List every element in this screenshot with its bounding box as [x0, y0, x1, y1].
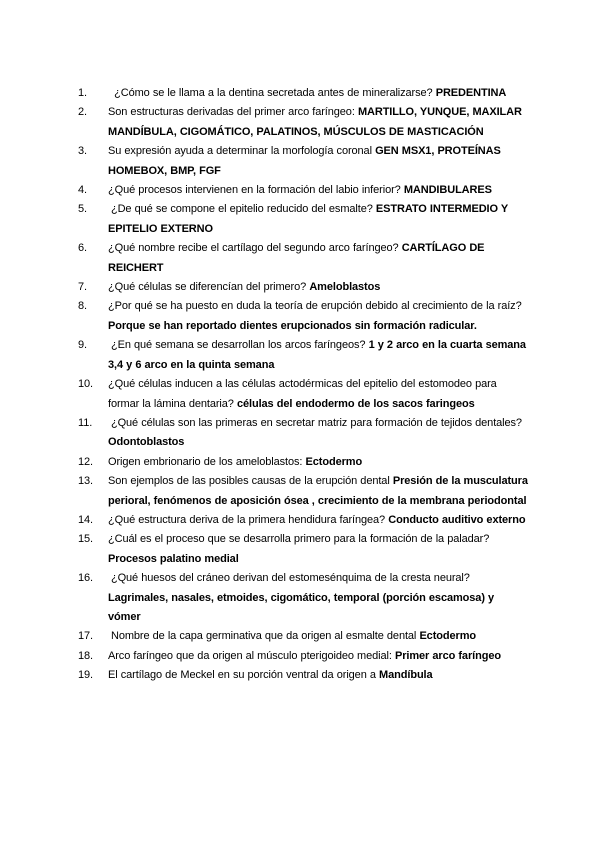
answer-text: 1 y 2 arco en la cuarta semana 3,4 y 6 arco en la quinta semana	[108, 339, 526, 371]
list-item	[78, 181, 528, 200]
list-item	[78, 336, 528, 375]
answer-text: células del endodermo de los sacos faringeos	[236, 397, 475, 410]
item-number: 12.	[78, 455, 93, 468]
item-number: 17.	[78, 630, 93, 643]
item-number: 16.	[78, 572, 93, 585]
question-text: ¿En qué semana se desarrollan los arcos faríngeos?	[108, 339, 369, 352]
question-text: Nombre de la capa germinativa que da origen al esmalte dental	[108, 630, 420, 643]
answer-text: Ameloblastos	[309, 281, 381, 294]
item-text	[108, 627, 528, 646]
list-item	[78, 200, 528, 239]
list-item	[78, 511, 528, 530]
item-text	[108, 647, 528, 666]
item-text	[108, 297, 528, 336]
item-text	[108, 375, 528, 414]
answer-text: Mandíbula	[379, 669, 433, 682]
answer-text: MANDIBULARES	[403, 184, 492, 197]
question-text: Son estructuras derivadas del primer arco faríngeo:	[108, 106, 358, 119]
item-text	[108, 530, 528, 569]
question-text: ¿Qué células inducen a las células actodérmicas del epitelio del estomodeo para formar la lámina dentaria?	[108, 378, 500, 410]
item-text	[108, 472, 528, 511]
list-item	[78, 453, 528, 472]
question-text: Arco faríngeo que da origen al músculo pterigoideo medial:	[108, 649, 395, 662]
item-number: 1.	[78, 87, 87, 99]
answer-text: PREDENTINA	[435, 87, 507, 99]
question-text: ¿Cómo se le llama a la dentina secretada antes de mineralizarse?	[108, 87, 436, 99]
question-text: Son ejemplos de las posibles causas de la erupción dental	[108, 475, 393, 488]
question-text: ¿Qué huesos del cráneo derivan del estomesénquima de la cresta neural?	[108, 572, 473, 585]
answer-text: Ectodermo	[305, 455, 363, 468]
question-text: Origen embrionario de los ameloblastos:	[108, 455, 306, 468]
question-text: El cartílago de Meckel en su porción ventral da origen a	[108, 669, 380, 682]
item-text	[108, 181, 528, 200]
list-item	[78, 414, 528, 453]
item-text	[108, 414, 528, 453]
item-text	[108, 278, 528, 297]
item-number: 11.	[78, 416, 93, 429]
answer-text: Porque se han reportado dientes erupcionados sin formación radicular.	[108, 319, 477, 332]
item-text	[108, 103, 528, 142]
question-text: ¿Qué procesos intervienen en la formación del labio inferior?	[108, 184, 404, 197]
item-number: 10.	[78, 378, 93, 391]
answer-text: ESTRATO INTERMEDIO Y EPITELIO EXTERNO	[108, 203, 508, 235]
item-number: 18.	[78, 649, 93, 662]
item-text	[108, 666, 528, 685]
item-text	[108, 569, 528, 627]
answer-text: Primer arco faríngeo	[394, 649, 501, 662]
item-number: 5.	[78, 203, 87, 216]
item-number: 14.	[78, 513, 93, 526]
list-item	[78, 239, 528, 278]
answer-text: CARTÍLAGO DE REICHERT	[108, 242, 485, 274]
list-item	[78, 569, 528, 627]
list-item	[78, 297, 528, 336]
question-text: ¿Qué nombre recibe el cartílago del segundo arco faríngeo?	[108, 242, 402, 255]
question-list	[78, 84, 528, 686]
answer-text: Procesos palatino medial	[108, 552, 239, 565]
item-text	[108, 142, 528, 181]
question-text: ¿Qué estructura deriva de la primera hendidura faríngea?	[108, 513, 389, 526]
list-item	[78, 103, 528, 142]
answer-text: Conducto auditivo externo	[388, 513, 526, 526]
item-text	[108, 239, 528, 278]
list-item	[78, 84, 528, 103]
answer-text: Lagrimales, nasales, etmoides, cigomático, temporal (porción escamosa) y vómer	[108, 591, 495, 623]
answer-text: Ectodermo	[419, 630, 476, 643]
list-item	[78, 666, 528, 685]
item-number: 3.	[78, 145, 87, 158]
list-item	[78, 472, 528, 511]
item-number: 7.	[78, 281, 87, 294]
item-number: 15.	[78, 533, 93, 546]
answer-text: GEN MSX1, PROTEÍNAS HOMEBOX, BMP, FGF	[108, 145, 501, 177]
answer-text: Presión de la musculatura perioral, fenómenos de aposición ósea , crecimiento de la membrana periodontal	[108, 475, 528, 507]
question-text: ¿Cuál es el proceso que se desarrolla primero para la formación de la paladar?	[108, 533, 493, 546]
question-text: ¿Qué células se diferencían del primero?	[108, 281, 310, 294]
answer-text: Odontoblastos	[108, 436, 185, 449]
item-text	[108, 453, 528, 472]
item-text	[108, 84, 528, 103]
item-number: 2.	[78, 106, 87, 119]
question-text: ¿De qué se compone el epitelio reducido del esmalte?	[108, 203, 376, 216]
question-text: ¿Por qué se ha puesto en duda la teoría de erupción debido al crecimiento de la raíz?	[108, 300, 525, 313]
item-text	[108, 511, 528, 530]
list-item	[78, 627, 528, 646]
list-item	[78, 142, 528, 181]
item-text	[108, 200, 528, 239]
item-number: 8.	[78, 300, 87, 313]
question-text: ¿Qué células son las primeras en secretar matriz para formación de tejidos dentales?	[108, 416, 526, 429]
item-number: 6.	[78, 242, 87, 255]
list-item	[78, 375, 528, 414]
answer-text: MARTILLO, YUNQUE, MAXILAR MANDÍBULA, CIGOMÁTICO, PALATINOS, MÚSCULOS DE MASTICACIÓN	[108, 106, 522, 138]
list-item	[78, 647, 528, 666]
list-item	[78, 530, 528, 569]
item-number: 13.	[78, 475, 93, 488]
item-number: 4.	[78, 184, 87, 197]
item-text	[108, 336, 528, 375]
item-number: 19.	[78, 669, 93, 682]
question-text: Su expresión ayuda a determinar la morfología coronal	[108, 145, 376, 158]
item-number: 9.	[78, 339, 87, 352]
list-item	[78, 278, 528, 297]
